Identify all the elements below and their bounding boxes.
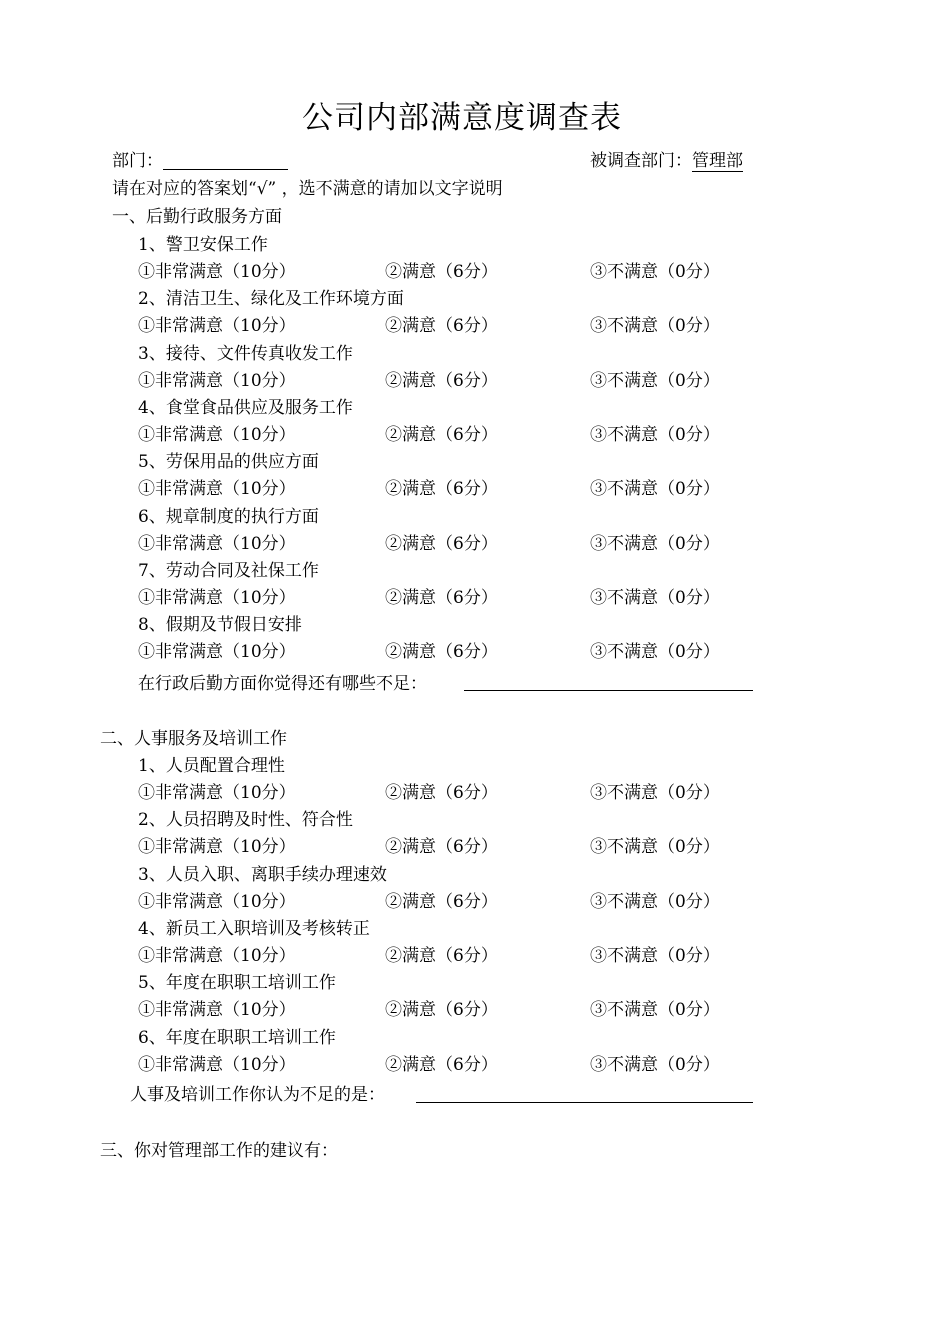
section1-q6-option-3[interactable]: ③不满意（0分） bbox=[590, 533, 720, 554]
section2-q4-option-3[interactable]: ③不满意（0分） bbox=[590, 945, 720, 966]
section1-question-6: 6、规章制度的执行方面 bbox=[138, 506, 319, 527]
section2-q2-option-3[interactable]: ③不满意（0分） bbox=[590, 837, 720, 858]
section1-question-8: 8、假期及节假日安排 bbox=[138, 615, 302, 636]
section2-q3-option-1[interactable]: ①非常满意（10分） bbox=[138, 891, 296, 912]
section2-question-2: 2、人员招聘及时性、符合性 bbox=[138, 810, 353, 831]
section1-q5-option-2[interactable]: ②满意（6分） bbox=[385, 479, 498, 500]
section1-q8-option-1[interactable]: ①非常满意（10分） bbox=[138, 642, 296, 663]
surveyed-dept-value: 管理部 bbox=[692, 151, 743, 171]
section1-q1-option-2[interactable]: ②满意（6分） bbox=[385, 262, 498, 282]
section3-heading: 三、你对管理部工作的建议有： bbox=[100, 1141, 338, 1161]
section1-q4-option-1[interactable]: ①非常满意（10分） bbox=[138, 424, 296, 445]
section1-footer-answer-line[interactable] bbox=[464, 690, 753, 691]
section1-q8-option-3[interactable]: ③不满意（0分） bbox=[590, 642, 720, 663]
section2-question-5: 5、年度在职职工培训工作 bbox=[138, 973, 336, 994]
section2-q1-option-2[interactable]: ②满意（6分） bbox=[385, 783, 498, 803]
section1-q8-option-2[interactable]: ②满意（6分） bbox=[385, 642, 498, 663]
section1-q3-option-2[interactable]: ②满意（6分） bbox=[385, 370, 498, 391]
section2-question-4: 4、新员工入职培训及考核转正 bbox=[138, 918, 370, 939]
section2-q6-option-1[interactable]: ①非常满意（10分） bbox=[138, 1054, 296, 1075]
section1-q6-option-2[interactable]: ②满意（6分） bbox=[385, 533, 498, 554]
section2-q5-option-3[interactable]: ③不满意（0分） bbox=[590, 1000, 720, 1021]
section2-q2-option-2[interactable]: ②满意（6分） bbox=[385, 837, 498, 858]
section2-q6-option-3[interactable]: ③不满意（0分） bbox=[590, 1054, 720, 1075]
section1-q7-option-2[interactable]: ②满意（6分） bbox=[385, 587, 498, 608]
page-title: 公司内部满意度调查表 bbox=[302, 100, 622, 136]
section1-q3-option-1[interactable]: ①非常满意（10分） bbox=[138, 370, 296, 391]
section2-q4-option-2[interactable]: ②满意（6分） bbox=[385, 945, 498, 966]
section2-q3-option-3[interactable]: ③不满意（0分） bbox=[590, 891, 720, 912]
instruction-text: 请在对应的答案划“√” ，选不满意的请加以文字说明 bbox=[112, 179, 503, 199]
section1-q2-option-3[interactable]: ③不满意（0分） bbox=[590, 316, 720, 337]
section1-question-5: 5、劳保用品的供应方面 bbox=[138, 452, 319, 473]
dept-input-line[interactable] bbox=[163, 151, 288, 170]
section2-q5-option-1[interactable]: ①非常满意（10分） bbox=[138, 1000, 296, 1021]
section2-q6-option-2[interactable]: ②满意（6分） bbox=[385, 1054, 498, 1075]
section1-q4-option-2[interactable]: ②满意（6分） bbox=[385, 424, 498, 445]
section1-question-4: 4、食堂食品供应及服务工作 bbox=[138, 397, 353, 418]
section2-footer-label: 人事及培训工作你认为不足的是： bbox=[130, 1085, 385, 1105]
section2-q1-option-3[interactable]: ③不满意（0分） bbox=[590, 783, 720, 803]
section1-heading: 一、后勤行政服务方面 bbox=[112, 207, 282, 227]
section1-question-2: 2、清洁卫生、绿化及工作环境方面 bbox=[138, 289, 404, 310]
section2-q2-option-1[interactable]: ①非常满意（10分） bbox=[138, 837, 296, 858]
section1-question-3: 3、接待、文件传真收发工作 bbox=[138, 343, 353, 364]
section2-question-6: 6、年度在职职工培训工作 bbox=[138, 1027, 336, 1048]
section2-heading: 二、人事服务及培训工作 bbox=[100, 729, 287, 749]
section1-q1-option-3[interactable]: ③不满意（0分） bbox=[590, 262, 720, 282]
section1-q3-option-3[interactable]: ③不满意（0分） bbox=[590, 370, 720, 391]
section2-q5-option-2[interactable]: ②满意（6分） bbox=[385, 1000, 498, 1021]
dept-field bbox=[112, 150, 288, 172]
section2-q1-option-1[interactable]: ①非常满意（10分） bbox=[138, 783, 296, 803]
section1-q7-option-1[interactable]: ①非常满意（10分） bbox=[138, 587, 296, 608]
section2-footer-answer-line[interactable] bbox=[416, 1102, 753, 1103]
section2-q4-option-1[interactable]: ①非常满意（10分） bbox=[138, 945, 296, 966]
section2-question-1: 1、人员配置合理性 bbox=[138, 756, 285, 776]
section1-q1-option-1[interactable]: ①非常满意（10分） bbox=[138, 262, 296, 282]
dept-label: 部门： bbox=[112, 151, 163, 171]
section1-footer-label: 在行政后勤方面你觉得还有哪些不足： bbox=[138, 674, 427, 694]
section2-q3-option-2[interactable]: ②满意（6分） bbox=[385, 891, 498, 912]
section1-q5-option-1[interactable]: ①非常满意（10分） bbox=[138, 479, 296, 500]
section1-q2-option-1[interactable]: ①非常满意（10分） bbox=[138, 316, 296, 337]
section1-q7-option-3[interactable]: ③不满意（0分） bbox=[590, 587, 720, 608]
section1-q5-option-3[interactable]: ③不满意（0分） bbox=[590, 479, 720, 500]
section1-q4-option-3[interactable]: ③不满意（0分） bbox=[590, 424, 720, 445]
section1-question-7: 7、劳动合同及社保工作 bbox=[138, 560, 319, 581]
surveyed-dept-field bbox=[590, 150, 743, 172]
section1-question-1: 1、警卫安保工作 bbox=[138, 235, 268, 255]
section1-q6-option-1[interactable]: ①非常满意（10分） bbox=[138, 533, 296, 554]
section2-question-3: 3、人员入职、离职手续办理速效 bbox=[138, 864, 387, 885]
surveyed-dept-label: 被调查部门： bbox=[590, 151, 692, 171]
section1-q2-option-2[interactable]: ②满意（6分） bbox=[385, 316, 498, 337]
